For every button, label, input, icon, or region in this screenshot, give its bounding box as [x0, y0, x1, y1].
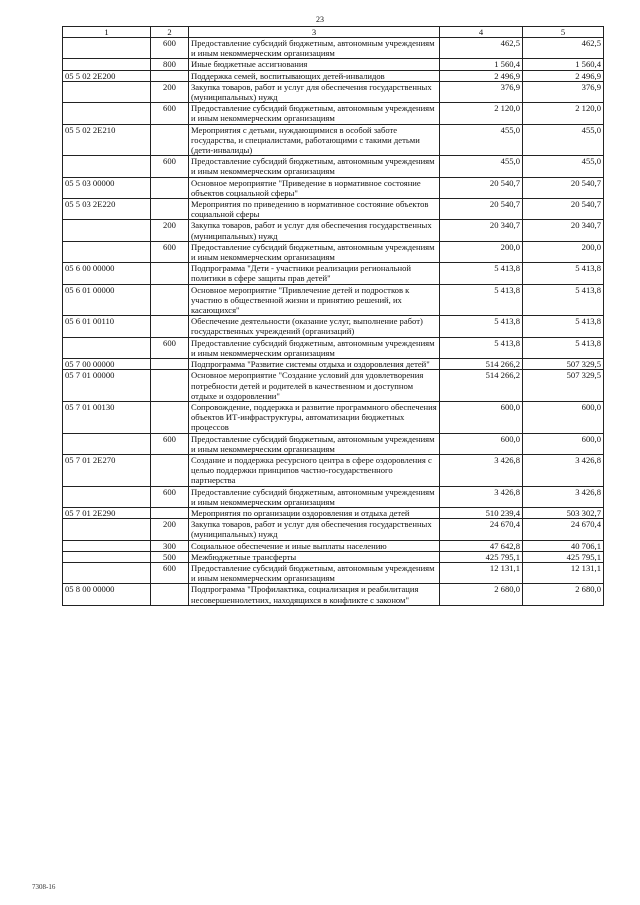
row-expense-type	[151, 177, 189, 198]
row-expense-type	[151, 370, 189, 402]
row-expense-type	[151, 284, 189, 316]
row-name: Предоставление субсидий бюджетным, автономным учреждениям и иным некоммерческим организациям	[189, 38, 440, 59]
row-code	[63, 241, 151, 262]
row-code	[63, 551, 151, 562]
row-value-col5: 503 302,7	[523, 507, 604, 518]
table-row	[63, 454, 604, 486]
row-value-col5: 1 560,4	[523, 59, 604, 70]
row-code: 05 5 02 2Е210	[63, 124, 151, 156]
row-expense-type	[151, 70, 189, 81]
table-row	[63, 486, 604, 507]
row-value-col4: 200,0	[440, 241, 523, 262]
row-value-col5: 20 340,7	[523, 220, 604, 241]
row-value-col5: 507 329,5	[523, 370, 604, 402]
row-value-col5: 5 413,8	[523, 263, 604, 284]
row-expense-type: 200	[151, 519, 189, 540]
row-name: Основное мероприятие "Создание условий для удовлетворения потребности детей и родителей в качественном и доступном отдыхе и оздоровлении"	[189, 370, 440, 402]
table-row	[63, 433, 604, 454]
table-row	[63, 401, 604, 433]
row-value-col4: 455,0	[440, 124, 523, 156]
table-row	[63, 519, 604, 540]
table-row	[63, 177, 604, 198]
table-row	[63, 359, 604, 370]
row-name: Предоставление субсидий бюджетным, автономным учреждениям и иным некоммерческим организациям	[189, 156, 440, 177]
row-expense-type	[151, 199, 189, 220]
row-expense-type	[151, 263, 189, 284]
row-code: 05 8 00 00000	[63, 584, 151, 605]
row-value-col4: 5 413,8	[440, 263, 523, 284]
row-value-col4: 514 266,2	[440, 359, 523, 370]
table-row	[63, 316, 604, 337]
row-code: 05 7 01 2Е290	[63, 507, 151, 518]
row-value-col4: 3 426,8	[440, 486, 523, 507]
row-expense-type: 300	[151, 540, 189, 551]
row-code	[63, 59, 151, 70]
row-value-col4: 600,0	[440, 401, 523, 433]
table-row	[63, 562, 604, 583]
table-row	[63, 337, 604, 358]
table-row	[63, 507, 604, 518]
row-value-col5: 600,0	[523, 433, 604, 454]
row-code	[63, 540, 151, 551]
table-row	[63, 241, 604, 262]
row-value-col5: 600,0	[523, 401, 604, 433]
row-name: Мероприятия по приведению в нормативное состояние объектов социальной сферы	[189, 199, 440, 220]
row-name: Основное мероприятие "Привлечение детей и подростков к участию в общественной жизни и принятию решений, их касающихся"	[189, 284, 440, 316]
row-name: Закупка товаров, работ и услуг для обеспечения государственных (муниципальных) нужд	[189, 81, 440, 102]
row-value-col5: 2 496,9	[523, 70, 604, 81]
row-value-col4: 425 795,1	[440, 551, 523, 562]
row-expense-type	[151, 584, 189, 605]
table-row	[63, 540, 604, 551]
table-row	[63, 81, 604, 102]
row-value-col5: 40 706,1	[523, 540, 604, 551]
row-name: Предоставление субсидий бюджетным, автономным учреждениям и иным некоммерческим организациям	[189, 337, 440, 358]
row-value-col5: 3 426,8	[523, 486, 604, 507]
row-code	[63, 562, 151, 583]
row-expense-type	[151, 124, 189, 156]
table-row	[63, 370, 604, 402]
row-value-col4: 5 413,8	[440, 337, 523, 358]
row-code	[63, 519, 151, 540]
row-value-col5: 20 540,7	[523, 177, 604, 198]
row-code: 05 6 01 00000	[63, 284, 151, 316]
row-value-col4: 12 131,1	[440, 562, 523, 583]
row-code: 05 7 00 00000	[63, 359, 151, 370]
row-value-col5: 462,5	[523, 38, 604, 59]
row-value-col5: 3 426,8	[523, 454, 604, 486]
row-value-col5: 200,0	[523, 241, 604, 262]
row-name: Социальное обеспечение и иные выплаты населению	[189, 540, 440, 551]
row-value-col5: 5 413,8	[523, 316, 604, 337]
row-code	[63, 433, 151, 454]
table-row	[63, 284, 604, 316]
row-value-col4: 510 239,4	[440, 507, 523, 518]
header-col-4: 4	[440, 27, 523, 38]
row-expense-type: 600	[151, 337, 189, 358]
row-value-col4: 20 540,7	[440, 177, 523, 198]
row-code: 05 7 01 2Е270	[63, 454, 151, 486]
row-expense-type: 600	[151, 241, 189, 262]
row-name: Межбюджетные трансферты	[189, 551, 440, 562]
row-value-col4: 5 413,8	[440, 316, 523, 337]
row-expense-type: 200	[151, 81, 189, 102]
row-expense-type: 600	[151, 562, 189, 583]
row-name: Подпрограмма "Развитие системы отдыха и оздоровления детей"	[189, 359, 440, 370]
row-code	[63, 38, 151, 59]
table-header-row	[63, 27, 604, 38]
row-code: 05 5 03 00000	[63, 177, 151, 198]
row-name: Предоставление субсидий бюджетным, автономным учреждениям и иным некоммерческим организациям	[189, 241, 440, 262]
row-value-col4: 2 496,9	[440, 70, 523, 81]
table-row	[63, 124, 604, 156]
row-value-col4: 3 426,8	[440, 454, 523, 486]
row-expense-type: 600	[151, 433, 189, 454]
row-expense-type	[151, 359, 189, 370]
budget-table	[62, 26, 604, 606]
row-expense-type	[151, 454, 189, 486]
row-value-col5: 425 795,1	[523, 551, 604, 562]
row-value-col4: 20 340,7	[440, 220, 523, 241]
row-code	[63, 103, 151, 124]
row-value-col4: 2 120,0	[440, 103, 523, 124]
table-row	[63, 199, 604, 220]
row-name: Закупка товаров, работ и услуг для обеспечения государственных (муниципальных) нужд	[189, 220, 440, 241]
row-expense-type: 200	[151, 220, 189, 241]
row-name: Предоставление субсидий бюджетным, автономным учреждениям и иным некоммерческим организациям	[189, 562, 440, 583]
row-code	[63, 486, 151, 507]
row-code	[63, 337, 151, 358]
row-value-col4: 47 642,8	[440, 540, 523, 551]
row-expense-type	[151, 507, 189, 518]
row-value-col4: 514 266,2	[440, 370, 523, 402]
header-col-2: 2	[151, 27, 189, 38]
row-value-col4: 5 413,8	[440, 284, 523, 316]
row-value-col5: 20 540,7	[523, 199, 604, 220]
row-value-col4: 2 680,0	[440, 584, 523, 605]
row-expense-type: 800	[151, 59, 189, 70]
row-name: Предоставление субсидий бюджетным, автономным учреждениям и иным некоммерческим организациям	[189, 486, 440, 507]
page-number: 23	[316, 15, 324, 24]
header-col-5: 5	[523, 27, 604, 38]
row-name: Создание и поддержка ресурсного центра в сфере оздоровления с целью поддержки принципов частно-государственного партнерства	[189, 454, 440, 486]
table-row	[63, 584, 604, 605]
row-code: 05 7 01 00000	[63, 370, 151, 402]
row-code: 05 5 02 2Е200	[63, 70, 151, 81]
row-expense-type: 600	[151, 103, 189, 124]
header-col-1: 1	[63, 27, 151, 38]
row-value-col5: 507 329,5	[523, 359, 604, 370]
row-name: Предоставление субсидий бюджетным, автономным учреждениям и иным некоммерческим организациям	[189, 103, 440, 124]
row-expense-type: 600	[151, 156, 189, 177]
row-value-col4: 462,5	[440, 38, 523, 59]
row-value-col5: 12 131,1	[523, 562, 604, 583]
row-value-col4: 376,9	[440, 81, 523, 102]
row-value-col4: 20 540,7	[440, 199, 523, 220]
row-value-col5: 455,0	[523, 156, 604, 177]
row-expense-type	[151, 401, 189, 433]
row-name: Сопровождение, поддержка и развитие программного обеспечения объектов ИТ-инфраструктуры, автоматизации бюджетных процессов	[189, 401, 440, 433]
table-body	[63, 38, 604, 606]
footer-doc-number: 7308-16	[32, 883, 56, 891]
row-code	[63, 220, 151, 241]
row-name: Подпрограмма "Профилактика, социализация и реабилитация несовершеннолетних, находящихся в конфликте с законом"	[189, 584, 440, 605]
row-code: 05 6 00 00000	[63, 263, 151, 284]
header-col-3: 3	[189, 27, 440, 38]
row-value-col5: 24 670,4	[523, 519, 604, 540]
table-row	[63, 156, 604, 177]
row-expense-type: 500	[151, 551, 189, 562]
row-expense-type	[151, 316, 189, 337]
table-row	[63, 70, 604, 81]
table-row	[63, 263, 604, 284]
table-row	[63, 59, 604, 70]
row-name: Обеспечение деятельности (оказание услуг, выполнение работ) государственных учреждений (организаций)	[189, 316, 440, 337]
row-value-col4: 600,0	[440, 433, 523, 454]
row-name: Основное мероприятие "Приведение в нормативное состояние объектов социальной сферы"	[189, 177, 440, 198]
row-name: Закупка товаров, работ и услуг для обеспечения государственных (муниципальных) нужд	[189, 519, 440, 540]
row-name: Подпрограмма "Дети - участники реализации региональной политики в сфере защиты прав детей"	[189, 263, 440, 284]
row-value-col5: 376,9	[523, 81, 604, 102]
row-value-col5: 2 680,0	[523, 584, 604, 605]
table-row	[63, 38, 604, 59]
row-expense-type: 600	[151, 486, 189, 507]
row-name: Предоставление субсидий бюджетным, автономным учреждениям и иным некоммерческим организациям	[189, 433, 440, 454]
row-name: Иные бюджетные ассигнования	[189, 59, 440, 70]
table-row	[63, 103, 604, 124]
row-name: Мероприятия с детьми, нуждающимися в особой заботе государства, и специалистами, работающими с такими детьми (дети-инвалиды)	[189, 124, 440, 156]
row-code	[63, 81, 151, 102]
row-name: Поддержка семей, воспитывающих детей-инвалидов	[189, 70, 440, 81]
row-value-col5: 5 413,8	[523, 337, 604, 358]
row-code: 05 7 01 00130	[63, 401, 151, 433]
row-value-col5: 5 413,8	[523, 284, 604, 316]
row-value-col5: 455,0	[523, 124, 604, 156]
row-expense-type: 600	[151, 38, 189, 59]
table-row	[63, 220, 604, 241]
row-code	[63, 156, 151, 177]
row-value-col4: 455,0	[440, 156, 523, 177]
row-value-col5: 2 120,0	[523, 103, 604, 124]
row-code: 05 6 01 00110	[63, 316, 151, 337]
row-value-col4: 1 560,4	[440, 59, 523, 70]
row-value-col4: 24 670,4	[440, 519, 523, 540]
row-name: Мероприятия по организации оздоровления и отдыха детей	[189, 507, 440, 518]
table-row	[63, 551, 604, 562]
row-code: 05 5 03 2Е220	[63, 199, 151, 220]
